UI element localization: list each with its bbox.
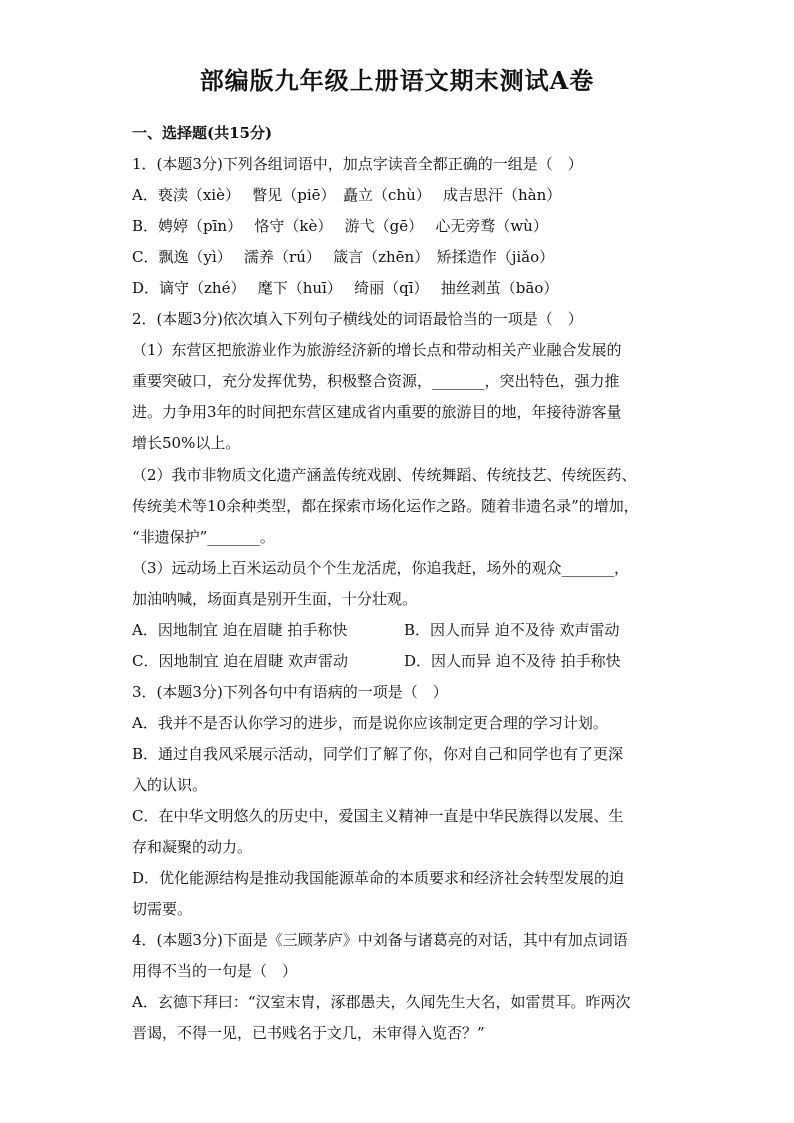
question-3-line: 切需要。 xyxy=(132,900,193,919)
question-2-option-c: C．因地制宜 迫在眉睫 欢声雷动 xyxy=(132,651,349,670)
question-3-line: B．通过自我风采展示活动，同学们了解了你，你对自己和同学也有了更深 xyxy=(132,744,624,763)
section-heading: 一、选择题(共15分) xyxy=(132,124,273,142)
question-2-option-a: A．因地制宜 迫在眉睫 拍手称快 xyxy=(132,620,348,639)
question-2-sentence-3: （3）远动场上百米运动员个个生龙活虎，你追我赶，场外的观众_______， xyxy=(132,558,630,577)
question-4-stem: 4．(本题3分)下面是《三顾茅庐》中刘备与诸葛亮的对话，其中有加点词语 xyxy=(132,931,628,950)
question-3-line: 入的认识。 xyxy=(132,775,208,794)
question-2-option-d: D．因人而异 迫不及待 拍手称快 xyxy=(404,651,621,670)
exam-content xyxy=(132,118,672,1049)
question-2-option-b: B．因人而异 迫不及待 欢声雷动 xyxy=(404,620,620,639)
question-4-option-a: A．玄德下拜曰：“汉室末胄，涿郡愚夫，久闻先生大名，如雷贯耳。昨两次 xyxy=(132,993,631,1012)
question-2-sentence-2: （2）我市非物质文化遗产涵盖传统戏剧、传统舞蹈、传统技艺、传统医药、 xyxy=(132,465,637,484)
question-3-stem: 3．(本题3分)下列各句中有语病的一项是（ ） xyxy=(132,682,448,701)
question-4-stem: 用得不当的一句是（ ） xyxy=(132,962,298,981)
question-2-sentence-1: （1）东营区把旅游业作为旅游经济新的增长点和带动相关产业融合发展的 xyxy=(132,341,622,360)
question-2-stem: 2．(本题3分)依次填入下列句子横线处的词语最恰当的一项是（ ） xyxy=(132,310,583,329)
page-title: 部编版九年级上册语文期末测试A卷 xyxy=(199,66,595,95)
question-3-line: C．在中华文明悠久的历史中，爱国主义精神一直是中华民族得以发展、生 xyxy=(132,807,624,826)
question-1-option-c: C．飘逸（yì） 濡养（rú） 箴言（zhēn） 矫揉造作（jiǎo） xyxy=(132,248,555,267)
question-2-sentence-1: 重要突破口，充分发挥优势，积极整合资源，_______，突出特色，强力推 xyxy=(132,372,620,391)
question-1-option-a: A．亵渎（xiè） 瞥见（piē） 矗立（chù） 成吉思汗（hàn） xyxy=(132,186,562,205)
question-2-options-row-2 xyxy=(132,646,672,677)
question-3-line: A．我并不是否认你学习的进步，而是说你应该制定更合理的学习计划。 xyxy=(132,713,608,732)
question-3-line: D．优化能源结构是推动我国能源革命的本质要求和经济社会转型发展的迫 xyxy=(132,869,625,888)
question-1-option-d: D．谪守（zhé） 麾下（huī） 绮丽（qī） 抽丝剥茧（bāo） xyxy=(132,279,559,298)
question-3-line: 存和凝聚的动力。 xyxy=(132,838,253,857)
question-1-stem: 1．(本题3分)下列各组词语中，加点字读音全都正确的一组是（ ） xyxy=(132,155,583,174)
question-2-sentence-1: 进。力争用3年的时间把东营区建成省内重要的旅游目的地，年接待游客量 xyxy=(132,403,622,422)
question-4-option-a: 晋谒，不得一见，已书贱名于文几，未审得入览否？” xyxy=(132,1024,485,1043)
question-2-sentence-1: 增长50%以上。 xyxy=(132,434,241,453)
question-2-sentence-2: 传统美术等10余种类型，都在探索市场化运作之路。随着非遗名录”的增加， xyxy=(132,496,639,515)
question-2-options-row-1 xyxy=(132,615,672,646)
question-1-option-b: B．娉婷（pīn） 恪守（kè） 游弋（gē） 心无旁骛（wù） xyxy=(132,217,548,236)
question-2-sentence-3: 加油呐喊，场面真是别开生面，十分壮观。 xyxy=(132,589,418,608)
question-2-sentence-2: “非遗保护”_______。 xyxy=(132,527,275,546)
